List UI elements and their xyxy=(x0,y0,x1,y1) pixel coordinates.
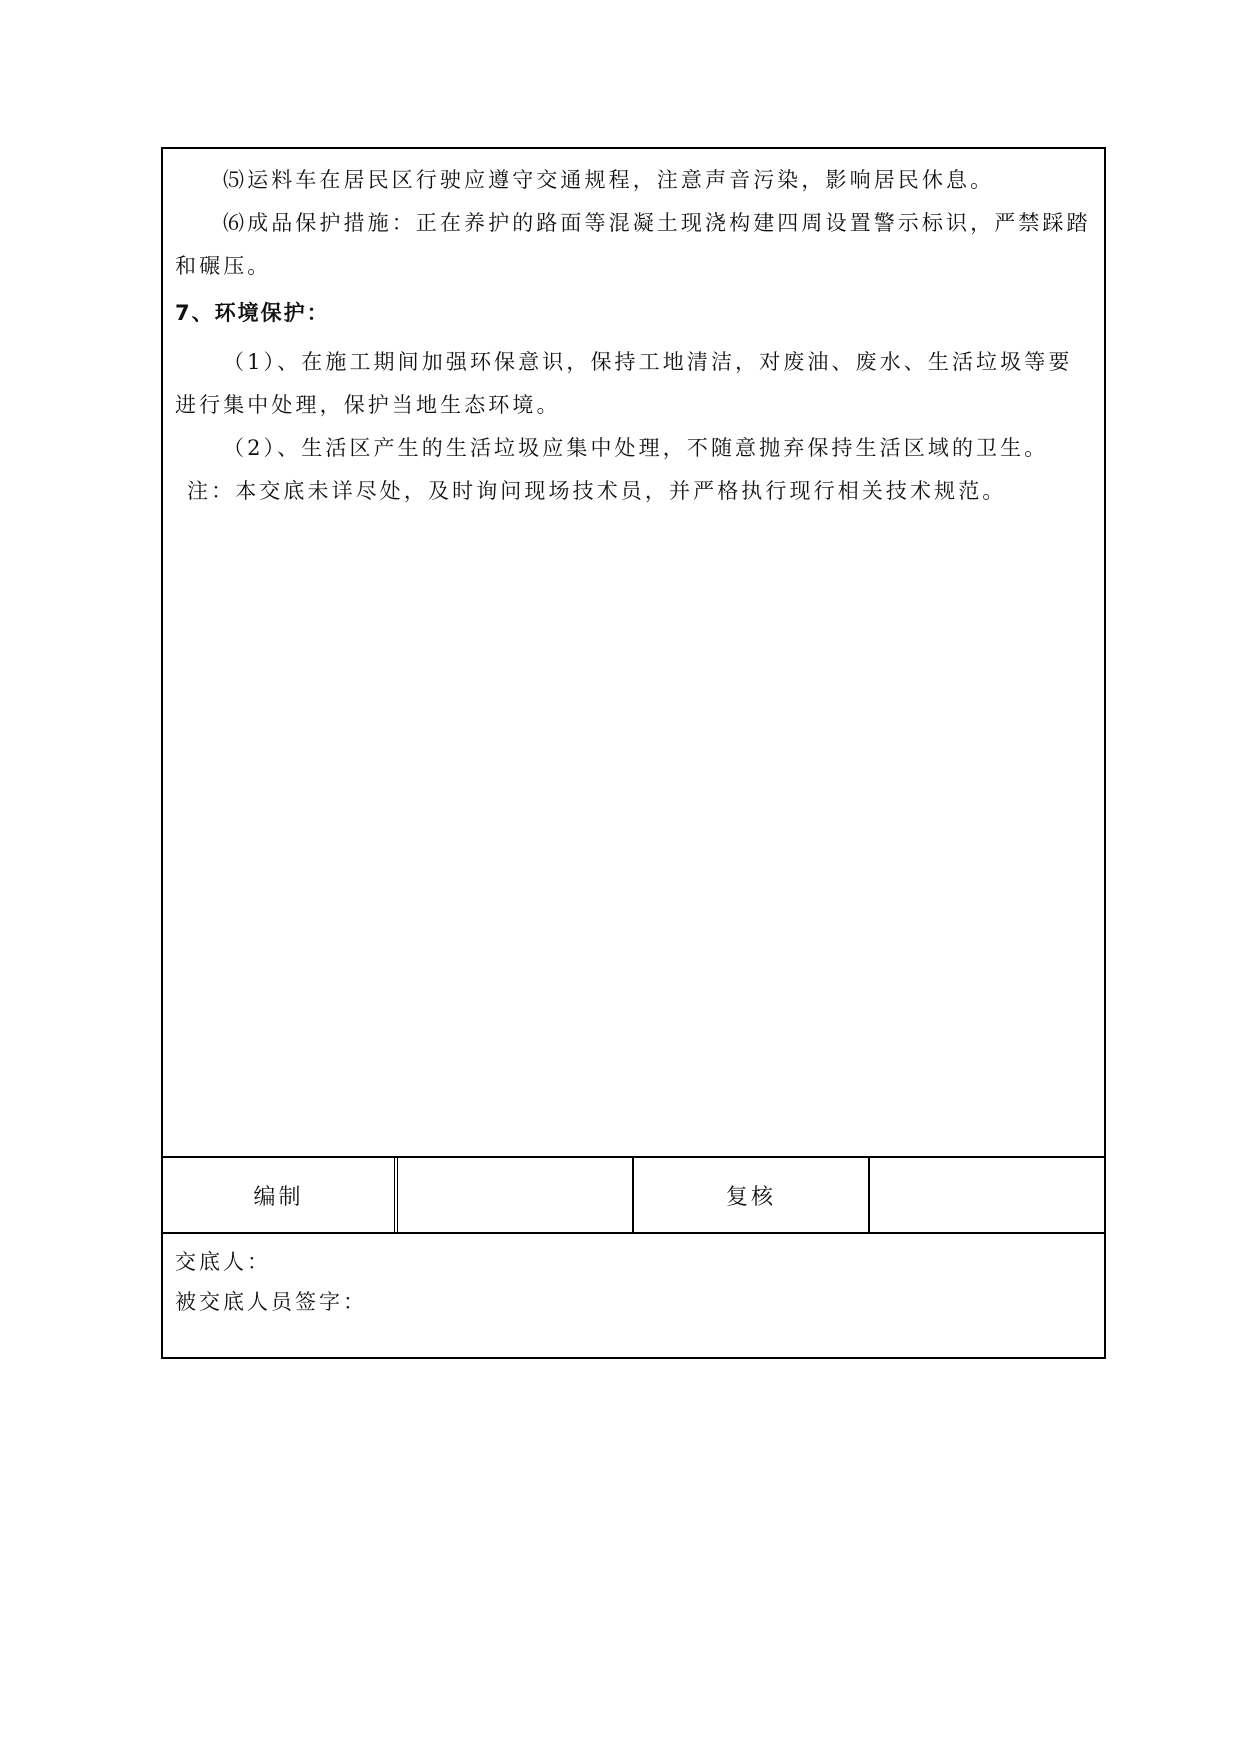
review-label: 复核 xyxy=(634,1158,870,1232)
compiled-value-cell[interactable] xyxy=(398,1158,634,1232)
paragraph-item-6: ⑹成品保护措施：正在养护的路面等混凝土现浇构建四周设置警示标识，严禁踩踏和碾压。 xyxy=(175,211,1091,278)
paragraph-env-item-2: （2）、生活区产生的生活垃圾应集中处理，不随意抛弃保持生活区域的卫生。 xyxy=(223,436,1049,460)
compiled-label: 编制 xyxy=(163,1158,398,1232)
handover-signature-cell xyxy=(161,1232,1106,1359)
review-value-cell[interactable] xyxy=(870,1158,1104,1232)
presenter-label: 交底人： xyxy=(175,1250,271,1274)
paragraph-item-5: ⑸运料车在居民区行驶应遵守交通规程，注意声音污染，影响居民休息。 xyxy=(223,168,995,192)
recipients-signature-label: 被交底人员签字： xyxy=(175,1290,367,1314)
signature-row xyxy=(161,1156,1106,1234)
content-cell xyxy=(161,147,1106,1156)
paragraph-env-item-1: （1）、在施工期间加强环保意识，保持工地清洁，对废油、废水、生活垃圾等要进行集中处理，保护当地生态环境。 xyxy=(175,350,1073,417)
section-heading-environment: 7、环境保护： xyxy=(175,301,330,325)
note-text: 注：本交底未详尽处，及时询问现场技术员，并严格执行现行相关技术规范。 xyxy=(187,479,1007,503)
